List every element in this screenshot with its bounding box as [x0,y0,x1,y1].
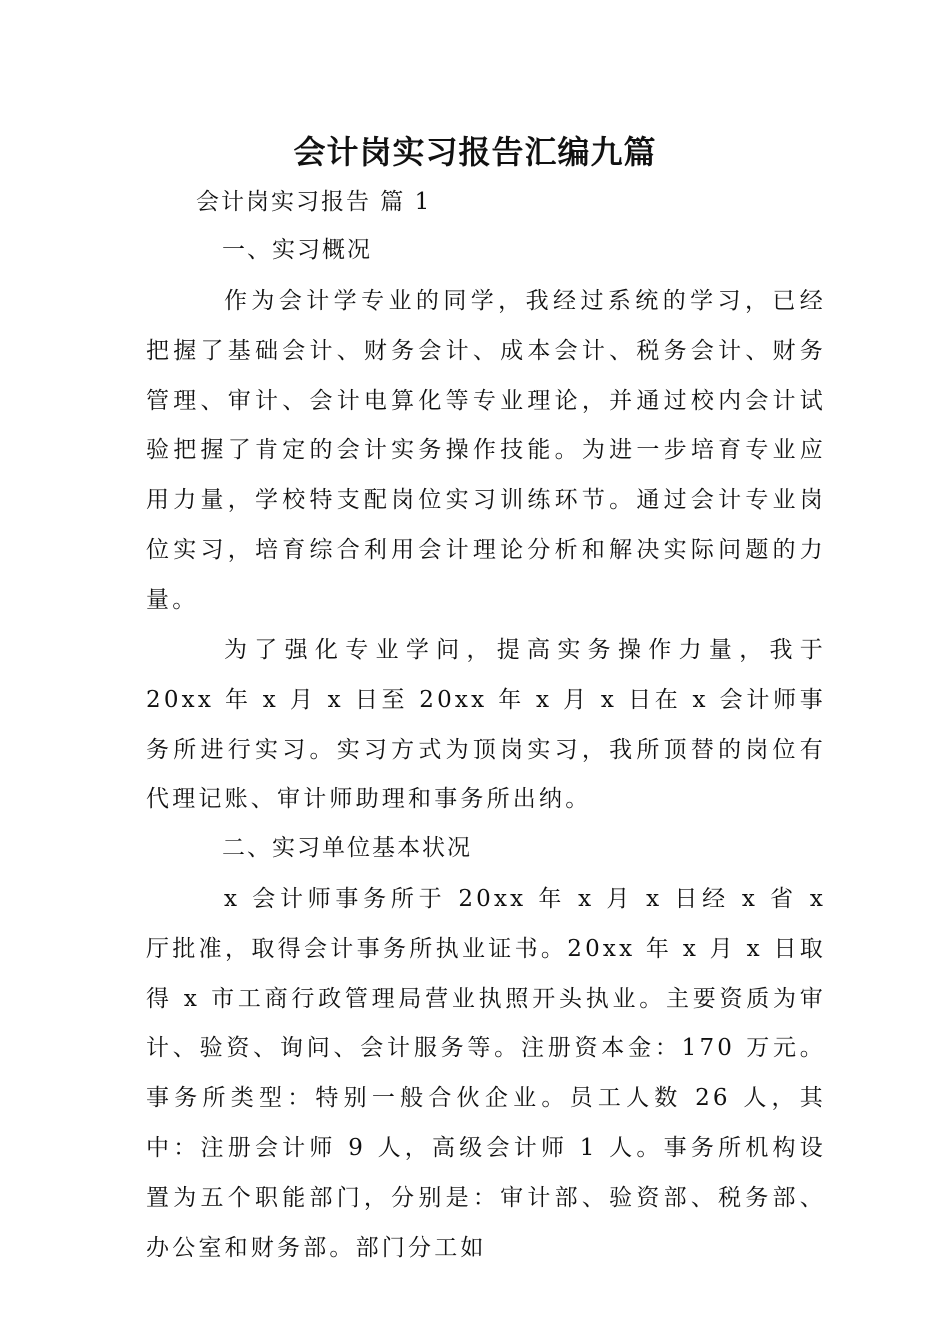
paragraph-overview-1: 作为会计学专业的同学，我经过系统的学习，已经把握了基础会计、财务会计、成本会计、税务会计、财务管理、审计、会计电算化等专业理论，并通过校内会计试验把握了肯定的会计实务操作技能。为进一步培育专业应用力量，学校特支配岗位实习训练环节。通过会计专业岗位实习，培育综合利用会计理论分析和解决实际问题的力量。 [146,288,826,613]
section-heading-overview: 一、实习概况 [222,237,372,263]
section-heading-unit: 二、实习单位基本状况 [222,835,472,861]
report-subtitle: 会计岗实习报告 篇 1 [196,189,432,215]
document-title: 会计岗实习报告汇编九篇 [293,133,657,171]
paragraph-overview-2: 为了强化专业学问，提高实务操作力量，我于 20xx 年 x 月 x 日至 20xx 年 x 月 x 日在 x 会计师事务所进行实习。实习方式为顶岗实习，我所顶替的岗位有代理记账、审计师助理和事务所出纳。 [146,637,826,813]
paragraph-unit-1: x 会计师事务所于 20xx 年 x 月 x 日经 x 省 x 厅批准，取得会计事务所执业证书。20xx 年 x 月 x 日取得 x 市工商行政管理局营业执照开头执业。主要资质为审计、验资、询问、会计服务等。注册资本金：170 万元。事务所类型：特别一般合伙企业。员工人数 26 人，其中：注册会计师 9 人，高级会计师 1 人。事务所机构设置为五个职能部门，分别是：审计部、验资部、税务部、办公室和财务部。部门分工如 [146,886,826,1261]
